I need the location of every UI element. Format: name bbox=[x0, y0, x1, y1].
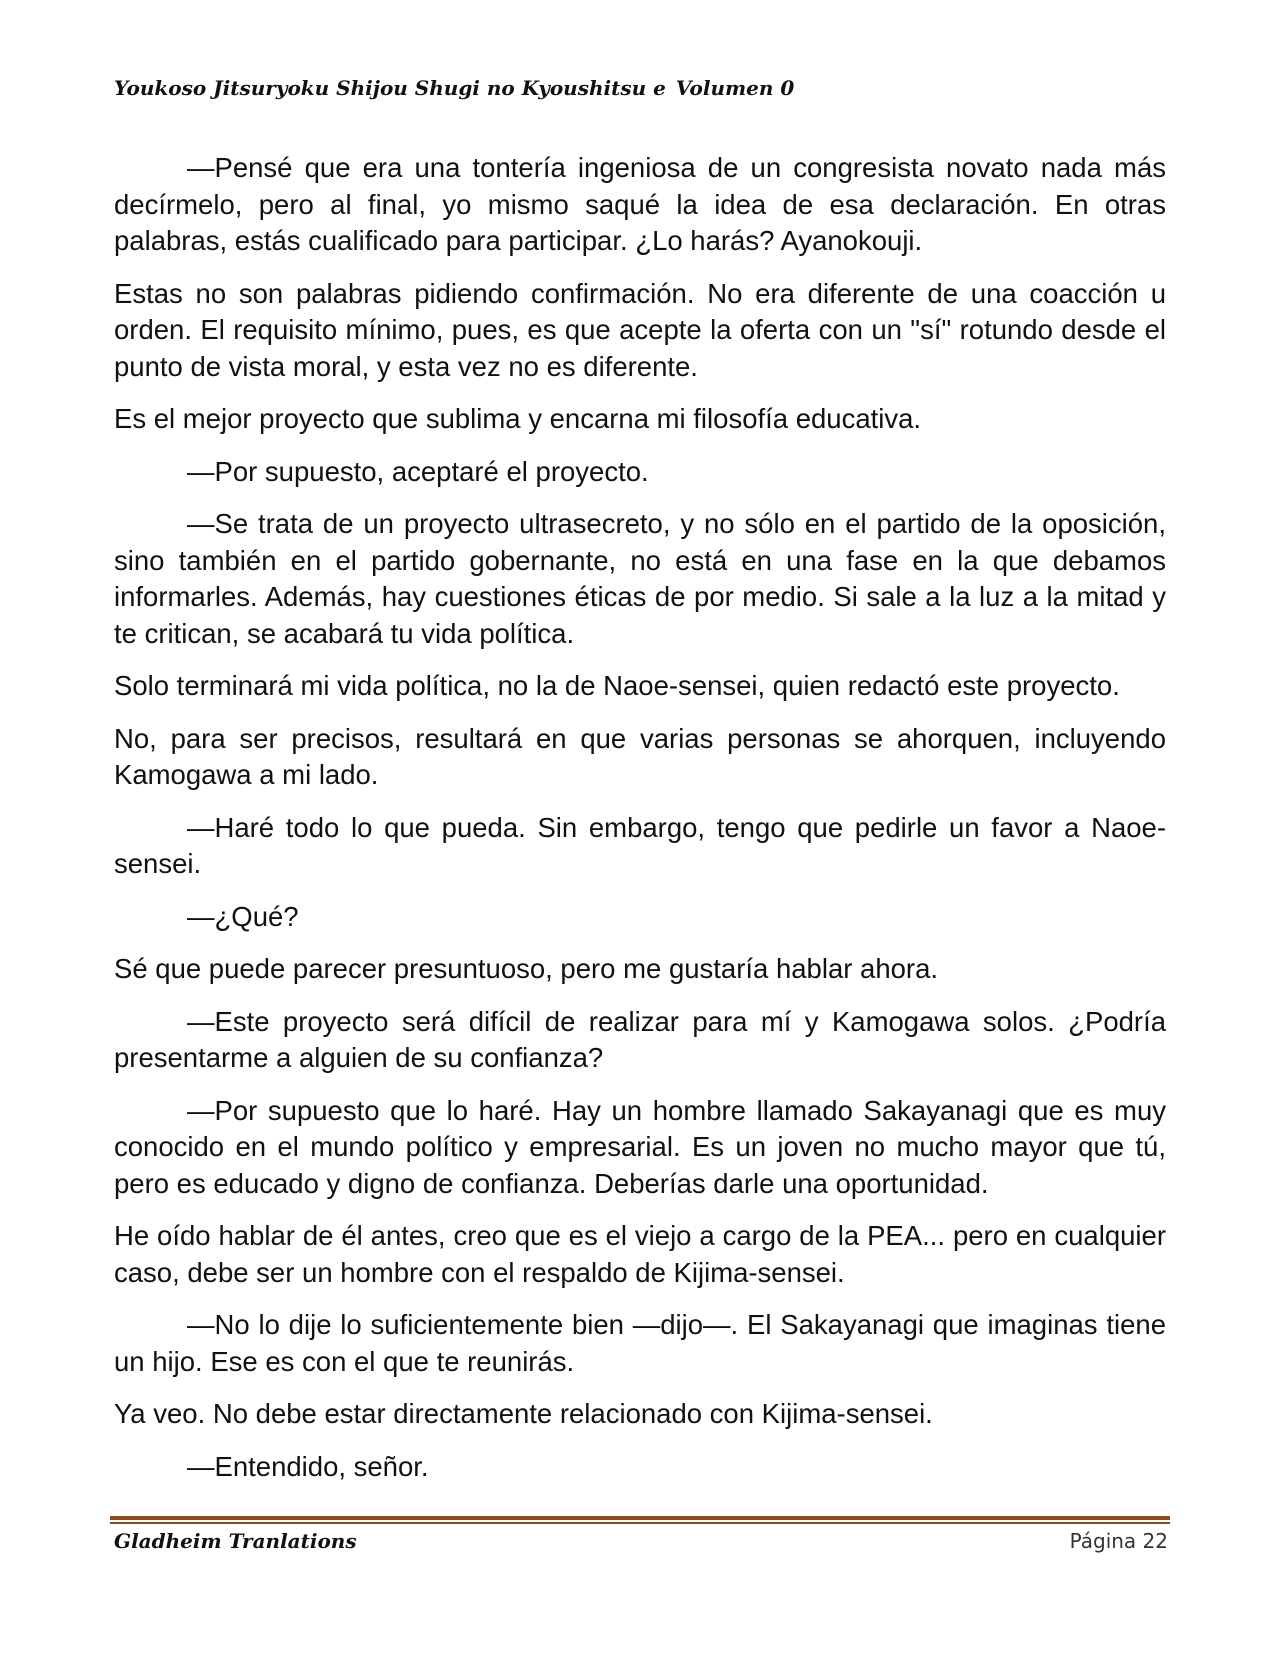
page-indicator bbox=[1070, 1526, 1168, 1556]
paragraph: Solo terminará mi vida política, no la de Naoe-sensei, quien redactó este proyecto. bbox=[114, 670, 1120, 701]
paragraph: Ya veo. No debe estar directamente relacionado con Kijima-sensei. bbox=[114, 1398, 933, 1429]
page-label: Página bbox=[1069, 1529, 1137, 1553]
paragraph: —Este proyecto será difícil de realizar para mí y Kamogawa solos. ¿Podría presentarme a alguien de su confianza? bbox=[114, 1005, 1166, 1073]
paragraph: —¿Qué? bbox=[187, 900, 299, 932]
series-title: Youkoso Jitsuryoku Shijou Shugi no Kyoushitsu e bbox=[114, 76, 666, 100]
body-text bbox=[114, 150, 1166, 1501]
paragraph: —No lo dije lo suficientemente bien —dijo—. El Sakayanagi que imaginas tiene un hijo. Ese es con el que te reunirás. bbox=[114, 1309, 1166, 1377]
paragraph: —Entendido, señor. bbox=[187, 1450, 429, 1482]
paragraph: He oído hablar de él antes, creo que es el viejo a cargo de la PEA... pero en cualquier caso, debe ser un hombre con el respaldo de Kijima-sensei. bbox=[114, 1220, 1166, 1288]
page-number: 22 bbox=[1142, 1529, 1168, 1553]
paragraph: Es el mejor proyecto que sublima y encarna mi filosofía educativa. bbox=[114, 403, 922, 434]
paragraph: —Por supuesto, aceptaré el proyecto. bbox=[187, 455, 649, 487]
paragraph: —Se trata de un proyecto ultrasecreto, y no sólo en el partido de la oposición, sino también en el partido gobernante, no está en una fase en la que debamos informarles. Además, hay cuestiones éticas de por medio. Si sale a la luz a la mitad y te critican, se acabará tu vida política. bbox=[114, 508, 1166, 649]
translator-credit: Gladheim Tranlations bbox=[114, 1529, 357, 1553]
paragraph: —Pensé que era una tontería ingeniosa de un congresista novato nada más decírmelo, pero al final, yo mismo saqué la idea de esa declaración. En otras palabras, estás cualificado para participar. ¿Lo harás? Ayanokouji. bbox=[114, 152, 1166, 256]
paragraph: Sé que puede parecer presuntuoso, pero me gustaría hablar ahora. bbox=[114, 953, 939, 984]
page-header bbox=[114, 70, 1166, 106]
footer-divider bbox=[110, 1516, 1170, 1524]
paragraph: —Haré todo lo que pueda. Sin embargo, tengo que pedirle un favor a Naoe-sensei. bbox=[114, 811, 1166, 879]
paragraph: —Por supuesto que lo haré. Hay un hombre llamado Sakayanagi que es muy conocido en el mundo político y empresarial. Es un joven no mucho mayor que tú, pero es educado y digno de confianza. Deberías darle una oportunidad. bbox=[114, 1094, 1166, 1199]
paragraph: No, para ser precisos, resultará en que varias personas se ahorquen, incluyendo Kamogawa a mi lado. bbox=[114, 722, 1166, 790]
paragraph: Estas no son palabras pidiendo confirmación. No era diferente de una coacción u orden. El requisito mínimo, pues, es que acepte la oferta con un "sí" rotundo desde el punto de vista moral, y esta vez no es diferente. bbox=[114, 277, 1166, 382]
volume-label: Volumen 0 bbox=[675, 76, 795, 100]
